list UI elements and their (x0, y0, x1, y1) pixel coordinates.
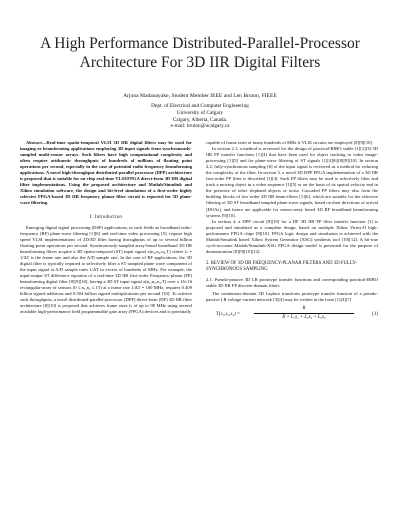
affiliation-university: University of Calgary (176, 109, 224, 116)
right-column (206, 140, 378, 328)
equation-number: (1) (372, 312, 378, 318)
section-2-heading: 2. REVIEW OF 3D IIR FREQUENCY-PLANAR FILTERS AND 3D FULLY-SYNCHRONOUS SAMPLING (206, 260, 357, 272)
abstract (20, 140, 192, 207)
equation-fraction (254, 306, 354, 321)
equation-lhs: T(s₁,s₂,s₃) = (216, 312, 241, 318)
left-column (20, 140, 192, 315)
affiliation-location: Calgary, Alberta, Canada. (172, 116, 228, 123)
right-paragraph-1: capable of frame rates of many hundreds of MHz if VLSI circuits are employed [8][9][10]. (206, 140, 374, 145)
affiliation-department: Dept. of Electrical and Computer Engineering (151, 103, 249, 109)
paper-authors: Arjuna Madanayake, Student Member IEEE and Len Bruton, FIEEE (123, 93, 277, 99)
equation-numerator: R (254, 306, 354, 314)
section-1-heading: I. Introduction (89, 214, 123, 220)
affiliation-email: e-mail: bruton@ucalgary.ca (170, 123, 230, 130)
abstract-label: Abstract (26, 140, 42, 145)
introduction-paragraph: Emerging digital signal processing (DSP) applications, in such fields as broadband radio-frequency (RF) plane-wave filtering [1][6] and real-time video processing [5], require high speed VLSI implementations of 2D/3D filter having throughputs of up to several billion floating-point operations per second. Synchronously-sampled array-based broadband 3D IIR beamforming filters acquire a 3D spatio-temporal (ST) input signal x(n₁,n₂,n₃,T) where fₛ = 1/ΔT is the frame rate and also the A/D sample rate. In the case of RF applications, the 3D digital filter is typically required to selectively filter a ST sampled plane wave component of the input signal at A/D sample rates 1/ΔT in excess of hundreds of MHz. For example, the input-output ST difference equation of a real-time 3D IIR first-order Frequency-planar (FP) beamforming digital filter [8][9][10], having a 3D ST input signal x(n₁,n₂,n₃,T) over a 16×16 rectangular-array of sensors (0 ≤ n₁,n₂ ≤ 15) at a frame rate 1/ΔT = 100 MHz, requires 0.409 billion signed additions and 0.304 billion signed multiplications per second [10]. To achieve such throughputs, a novel distributed-parallel-processor (DPP) direct-form (DF) 3D IIR filter architecture [8][10] is proposed that achieves frame rates fₛ of up to 98 MHz using several available high-performance field programmable gate array (FPGA) devices and is potentially (20, 224, 192, 315)
equation-1 (206, 306, 378, 328)
right-paragraph-2: In section 2.1, a method is reviewed for the design of practical-BIBO stable [1][2][3] 3D IIR FP transfer functions [1][4] that have been used for object tracking in video image-processing [1][5] and for plane-wave filtering of ST signals [1][4][6][8][9][10]. In section 2.2, fully-synchronous sampling [6] of the input signal is reviewed as a method for reducing the complexity of the filter. In section 3, a novel 3D DPP FPGA implementation of a 3D IIR first-order FP filter is described [1][4]. Such FP filters may be used to selectively filter and track a moving object in a video sequence [1][5] or on the basis of its spatial velocity and in the presence of other slepband objects or noise. Cascaded FP filters may also form the building blocks of low-order 3D IIR beam-filters [1][6], which are suitable for the selective filtering of 3D ST broadband sampled plane-wave signals, based on their directions of arrival (DOAs), and hence are applicable for sensor-array based 3D RF broadband beamforming systems [9][10]. (206, 146, 378, 218)
section-2-1-heading: 2.1. Pseudo-passive 3D LR prototype transfer functions and corresponding practical-BIBO stable 3D IIR FP discrete-domain filters (206, 276, 378, 289)
section-2-1-paragraph: The continuous-domain 3D Laplace transform prototype transfer function of a pseudo-passive LR voltage-current network [3][4] may be written in the form [1][4][7] (206, 291, 378, 303)
paper-title: A High Performance Distributed-Parallel-Processor Architecture For 3D IIR Digital Filters (40, 35, 360, 71)
right-paragraph-3: In section 4, a DPP circuit [8][10] for a DF 3D IIR FP filter transfer function [1] is proposed and simulated as a complete design, based on multiple Xilinx Virtex-II high-performance FPGA chips [8][10]. FPGA logic design and simulation is achieved with the Matlab/Simulink based Xilinx System Generator (XSG) synthesis tool [10][12]. A bit-true cycle-accurate Matlab/Simulink-XSG FPGA design model is presented for the purpose of demonstration [8][9][10][12]. (206, 218, 378, 254)
equation-denominator: R + L₁s₁ + L₂s₂ + L₃s₃ (282, 315, 326, 321)
author-affiliation (20, 103, 380, 130)
abstract-text: —Real-time spatio-temporal VLSI 3D IIR digital filters may be used for imaging or beamforming applications employing 3D input signals from synchronously-sampled multi-sensor arrays. Such filters have high computational complexity and often require arithmetic throughputs of hundreds of millions of floating point operations per second, especially in the case of potential radio frequency beamforming applications. A novel high-throughput distributed parallel processor (DPP) architecture is proposed that is suitable for on-chip real-time VLSI/FPGA direct-form 3D IIR digital filter implementations. Using the proposed architecture and Matlab/Simulink and Xilinx simulation software, the design and bit-level simulation of a first-order highly selective FPGA-based 3D IIR frequency planar filter circuit is reported for 3D plane-wave filtering. (20, 140, 192, 206)
